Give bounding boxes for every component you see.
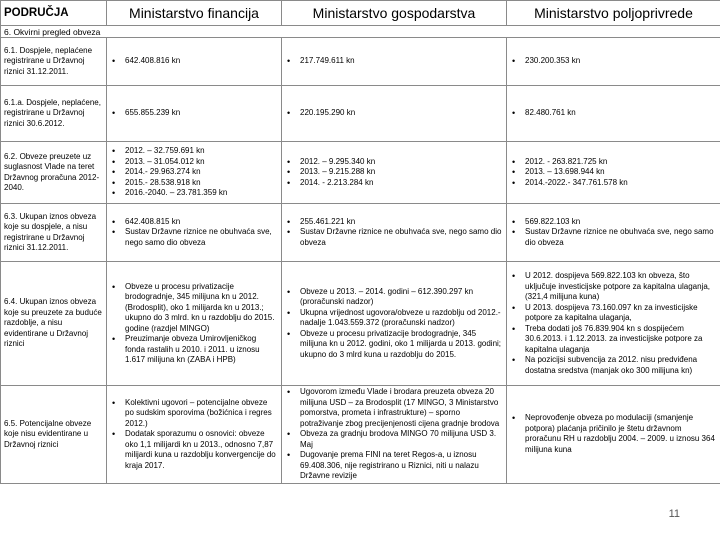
- header-ministry-finance: Ministarstvo financija: [107, 1, 282, 26]
- bullet-item: • 569.822.103 kn: [507, 217, 717, 228]
- cell-c2: [282, 204, 507, 262]
- header-area: PODRUČJA: [1, 1, 107, 26]
- bullet-item: • 2013. – 31.054.012 kn: [107, 157, 278, 168]
- cell-c3: [507, 204, 720, 262]
- bullet-list: [282, 217, 503, 249]
- bullet-list: [507, 217, 717, 249]
- bullet-list: [282, 287, 503, 361]
- bullet-item: • Obveze u procesu privatizacije brodogradnje, 345 milijuna kn u 2012. (Brodosplit), oko 1 milijarda kn u 2013.; ukupno do 3 mlrd. kn u razdoblju do 2015. godine (razdjel MINGO): [107, 282, 278, 335]
- bullet-item: • Dugovanje prema FINI na teret Regos-a, u iznosu 69.408.306, nije registrirano u Riznici, niti u nalazu Državne revizije: [282, 450, 503, 482]
- cell-c1: [107, 262, 282, 386]
- header-ministry-agriculture: Ministarstvo poljoprivrede: [507, 1, 720, 26]
- bullet-list: [507, 413, 717, 455]
- cell-c1: [107, 38, 282, 86]
- cell-c3: [507, 142, 720, 204]
- bullet-item: • Sustav Državne riznice ne obuhvaća sve, nego samo dio obveza: [507, 227, 717, 248]
- bullet-item: • 2015.- 28.538.918 kn: [107, 178, 278, 189]
- cell-c1: [107, 142, 282, 204]
- bullet-item: • 255.461.221 kn: [282, 217, 503, 228]
- header-row: [1, 1, 720, 26]
- bullet-item: • 642.408.816 kn: [107, 56, 278, 67]
- bullet-item: • Sustav Državne riznice ne obuhvaća sve, nego samo dio obveza: [282, 227, 503, 248]
- cell-c3: [507, 262, 720, 386]
- bullet-item: • 2016.-2040. – 23.781.359 kn: [107, 188, 278, 199]
- bullet-item: • 2012. – 32.759.691 kn: [107, 146, 278, 157]
- section-row: [1, 26, 720, 38]
- bullet-list: [282, 108, 503, 119]
- bullet-list: [507, 56, 717, 67]
- bullet-item: • 217.749.611 kn: [282, 56, 503, 67]
- cell-c2: [282, 386, 507, 484]
- bullet-item: • Ukupna vrijednost ugovora/obveze u razdoblju od 2012.- nadalje 1.043.559.372 (proračunski nadzor): [282, 308, 503, 329]
- bullet-item: • 230.200.353 kn: [507, 56, 717, 67]
- bullet-item: • Sustav Državne riznice ne obuhvaća sve, nego samo dio obveza: [107, 227, 278, 248]
- bullet-item: • 2014.-2022.- 347.761.578 kn: [507, 178, 717, 189]
- bullet-list: [507, 271, 717, 376]
- bullet-list: [107, 217, 278, 249]
- bullet-item: • 2013. – 9.215.288 kn: [282, 167, 503, 178]
- bullet-item: • Preuzimanje obveza Umirovljeničkog fonda rastalih u 2010. i 2011. u iznosu 1.617 milijuna kn (ZABA i HPB): [107, 334, 278, 366]
- row-label: 6.1. Dospjele, neplaćene registrirane u Državnoj riznici 31.12.2011.: [1, 38, 107, 86]
- bullet-item: • Ugovorom između Vlade i brodara preuzeta obveza 20 milijuna USD – za Brodosplit (17 MINGO, 3 Ministarstvo pomorstva, prometa i infrastrukture) – sporno potraživanje zbog precijenjenosti cijena gradnje brodova: [282, 387, 503, 429]
- bullet-list: [107, 56, 278, 67]
- bullet-item: • U 2013. dospijeva 73.160.097 kn za investicijske potpore za kapitalna ulaganja,: [507, 303, 717, 324]
- bullet-list: [282, 56, 503, 67]
- bullet-list: [282, 157, 503, 189]
- bullet-item: • 655.855.239 kn: [107, 108, 278, 119]
- bullet-item: • 220.195.290 kn: [282, 108, 503, 119]
- bullet-item: • Kolektivni ugovori – potencijalne obveze po sudskim sporovima (božićnica i regres 2012.): [107, 398, 278, 430]
- cell-c2: [282, 262, 507, 386]
- table-row: [1, 204, 720, 262]
- bullet-list: [507, 157, 717, 189]
- header-ministry-economy: Ministarstvo gospodarstva: [282, 1, 507, 26]
- cell-c2: [282, 86, 507, 142]
- bullet-item: • 2014.- 29.963.274 kn: [107, 167, 278, 178]
- table-row: [1, 38, 720, 86]
- table-row: [1, 262, 720, 386]
- cell-c2: [282, 142, 507, 204]
- cell-c1: [107, 204, 282, 262]
- bullet-item: • Dodatak sporazumu o osnovici: obveze oko 1,1 milijardi kn u 2013., odnosno 7,87 milijardi kuna u razdoblju konvergencije do kraja 2017.: [107, 429, 278, 471]
- cell-c2: [282, 38, 507, 86]
- bullet-item: • Treba dodati još 76.839.904 kn s dospijećem 30.6.2013. i 1.12.2013. za investicijske potpore za kapitalna ulaganja: [507, 324, 717, 356]
- row-label: 6.3. Ukupan iznos obveza koje su dospjele, a nisu registrirane u Državnoj riznici 31.12.2011.: [1, 204, 107, 262]
- cell-c3: [507, 38, 720, 86]
- bullet-item: • 2012. - 263.821.725 kn: [507, 157, 717, 168]
- bullet-list: [107, 146, 278, 199]
- bullet-item: • Neprovođenje obveza po modulaciji (smanjenje potpora) plaćanja pričinilo je štetu državnom proračunu RH u razdoblju 2004. – 2009. u iznosu 364 milijuna kuna: [507, 413, 717, 455]
- bullet-list: [107, 398, 278, 472]
- cell-c1: [107, 86, 282, 142]
- row-label: 6.5. Potencijalne obveze koje nisu evidentirane u Državnoj riznici: [1, 386, 107, 484]
- bullet-item: • 2012. – 9.295.340 kn: [282, 157, 503, 168]
- bullet-item: • Obveze u procesu privatizacije brodogradnje, 345 milijuna kn u 2012. godini, oko 1 milijarda u 2013. godini; ukupno do 3 mlrd kuna u razdoblju do 2015.: [282, 329, 503, 361]
- table-row: [1, 142, 720, 204]
- table-row: [1, 386, 720, 484]
- cell-c1: [107, 386, 282, 484]
- bullet-item: • 2013. – 13.698.944 kn: [507, 167, 717, 178]
- bullet-list: [507, 108, 717, 119]
- bullet-list: [107, 108, 278, 119]
- bullet-item: • 642.408.815 kn: [107, 217, 278, 228]
- section-title: 6. Okvirni pregled obveza: [1, 26, 720, 38]
- bullet-list: [107, 282, 278, 366]
- cell-c3: [507, 386, 720, 484]
- cell-c3: [507, 86, 720, 142]
- row-label: 6.1.a. Dospjele, neplaćene, registrirane u Državnoj riznici 30.6.2012.: [1, 86, 107, 142]
- table-row: [1, 86, 720, 142]
- row-label: 6.4. Ukupan iznos obveza koje su preuzete za buduće razdoblje, a nisu evidentirane u Državnoj riznici: [1, 262, 107, 386]
- page-number: 11: [668, 508, 680, 520]
- row-label: 6.2. Obveze preuzete uz suglasnost Vlade na teret Državnog proračuna 2012-2040.: [1, 142, 107, 204]
- bullet-item: • Obveza za gradnju brodova MINGO 70 milijuna USD 3. Maj: [282, 429, 503, 450]
- bullet-item: • 2014. - 2.213.284 kn: [282, 178, 503, 189]
- bullet-list: [282, 387, 503, 482]
- bullet-item: • Na pozicijsi subvencija za 2012. nisu predviđena dostatna sredstva (manjak oko 300 milijuna kn): [507, 355, 717, 376]
- bullet-item: • U 2012. dospijeva 569.822.103 kn obveza, što uključuje investicijske potpore za kapitalna ulaganja, (321,4 milijuna kuna): [507, 271, 717, 303]
- bullet-item: • 82.480.761 kn: [507, 108, 717, 119]
- bullet-item: • Obveze u 2013. – 2014. godini – 612.390.297 kn (proračunski nadzor): [282, 287, 503, 308]
